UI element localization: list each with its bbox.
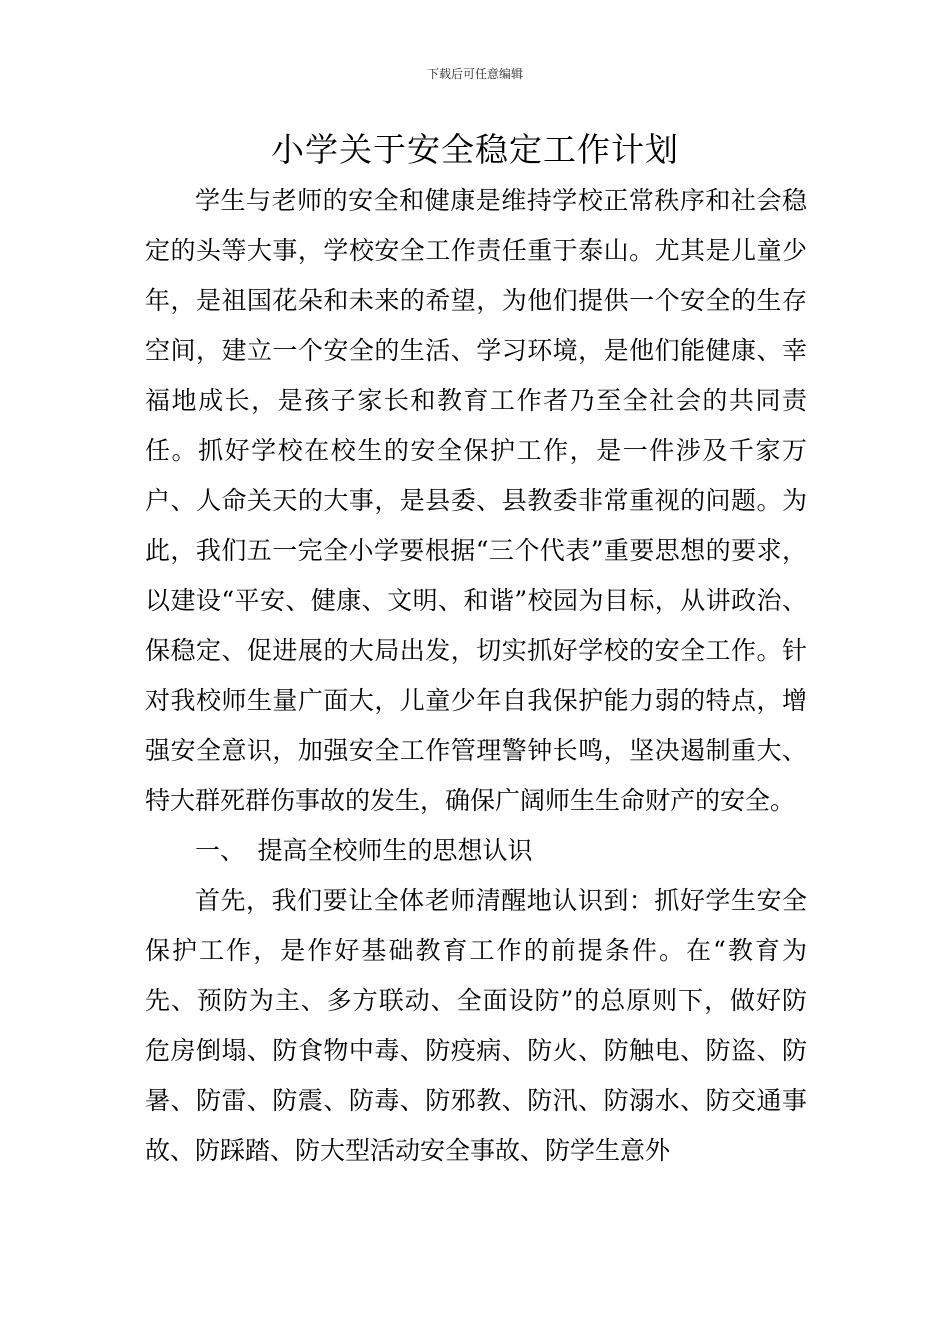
section-heading-1: 一、 提高全校师生的思想认识: [195, 836, 533, 865]
document-title: 小学关于安全稳定工作计划: [271, 130, 679, 169]
paragraph-intro: 学生与老师的安全和健康是维持学校正常秩序和社会稳定的头等大事，学校安全工作责任重于泰山。尤其是儿童少年，是祖国花朵和未来的希望，为他们提供一个安全的生存空间，建立一个安全的生活、学习环境，是他们能健康、幸福地成长，是孩子家长和教育工作者乃至全社会的共同责任。抓好学校在校生的安全保护工作，是一件涉及千家万户、人命关天的大事，是县委、县教委非常重视的问题。为此，我们五一完全小学要根据“三个代表”重要思想的要求，以建设“平安、健康、文明、和谐”校园为目标，从讲政治、保稳定、促进展的大局出发，切实抓好学校的安全工作。针对我校师生量广面大，儿童少年自我保护能力弱的特点，增强安全意识，加强安全工作管理警钟长鸣，坚决遏制重大、特大群死群伤事故的发生，确保广阔师生生命财产的安全。: [145, 186, 807, 815]
header-note: 下载后可任意编辑: [426, 67, 523, 81]
paragraph-section-1: 首先，我们要让全体老师清醒地认识到：抓好学生安全保护工作，是作好基础教育工作的前提条件。在“教育为先、预防为主、多方联动、全面设防”的总原则下，做好防危房倒塌、防食物中毒、防疫病、防火、防触电、防盗、防暑、防雷、防震、防毒、防邪教、防汛、防溺水、防交通事故、防踩踏、防大型活动安全事故、防学生意外: [145, 886, 807, 1165]
document-body: [145, 176, 807, 1176]
